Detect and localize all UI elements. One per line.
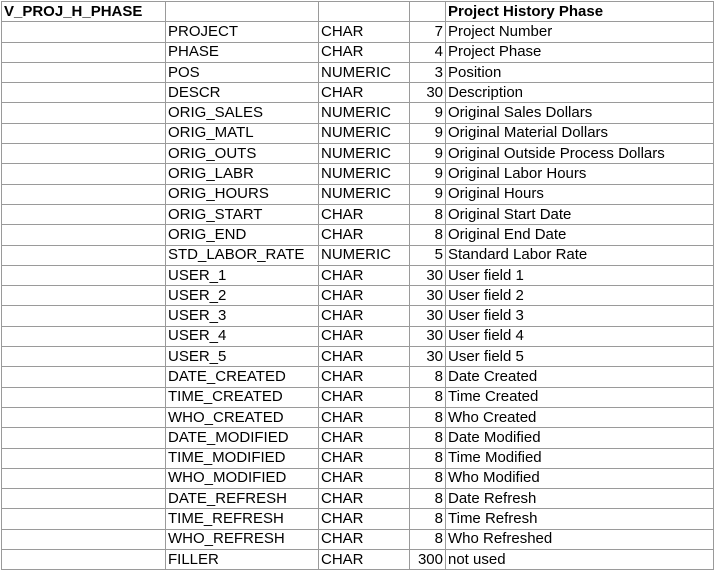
- field-description-cell: Original Hours: [446, 184, 714, 204]
- table-row: [2, 468, 714, 488]
- view-column-cell: [2, 42, 166, 62]
- field-length-cell: 8: [410, 367, 446, 387]
- table-row: [2, 529, 714, 549]
- table-row: [2, 204, 714, 224]
- field-description-cell: Who Refreshed: [446, 529, 714, 549]
- field-name-cell: ORIG_START: [166, 204, 319, 224]
- view-column-cell: [2, 123, 166, 143]
- field-length-cell: 8: [410, 529, 446, 549]
- field-name-cell: ORIG_OUTS: [166, 144, 319, 164]
- data-type-cell: CHAR: [319, 204, 410, 224]
- field-name-cell: ORIG_END: [166, 225, 319, 245]
- view-column-cell: [2, 367, 166, 387]
- field-name-cell: DESCR: [166, 83, 319, 103]
- data-type-cell: NUMERIC: [319, 164, 410, 184]
- header-row: [2, 2, 714, 22]
- field-name-cell: POS: [166, 62, 319, 82]
- data-type-cell: CHAR: [319, 326, 410, 346]
- field-description-cell: Standard Labor Rate: [446, 245, 714, 265]
- field-description-cell: Original Outside Process Dollars: [446, 144, 714, 164]
- field-name-cell: WHO_MODIFIED: [166, 468, 319, 488]
- data-type-cell: CHAR: [319, 347, 410, 367]
- field-description-cell: User field 3: [446, 306, 714, 326]
- field-length-cell: 8: [410, 509, 446, 529]
- field-description-cell: User field 5: [446, 347, 714, 367]
- field-description-cell: User field 2: [446, 286, 714, 306]
- field-length-cell: 8: [410, 468, 446, 488]
- data-type-cell: CHAR: [319, 306, 410, 326]
- field-name-cell: ORIG_HOURS: [166, 184, 319, 204]
- field-description-cell: Original Material Dollars: [446, 123, 714, 143]
- table-row: [2, 286, 714, 306]
- table-row: [2, 245, 714, 265]
- field-name-cell: TIME_REFRESH: [166, 509, 319, 529]
- field-description-cell: Time Modified: [446, 448, 714, 468]
- field-length-cell: 8: [410, 225, 446, 245]
- field-name-cell: DATE_CREATED: [166, 367, 319, 387]
- field-length-cell: 7: [410, 22, 446, 42]
- table-row: [2, 387, 714, 407]
- view-column-cell: [2, 62, 166, 82]
- table-row: [2, 265, 714, 285]
- data-type-cell: CHAR: [319, 83, 410, 103]
- field-description-cell: Date Refresh: [446, 489, 714, 509]
- field-length-cell: 8: [410, 387, 446, 407]
- field-description-cell: Who Created: [446, 407, 714, 427]
- table-row: [2, 103, 714, 123]
- header-blank-length-cell: [410, 2, 446, 22]
- table-row: [2, 509, 714, 529]
- data-type-cell: CHAR: [319, 42, 410, 62]
- table-row: [2, 83, 714, 103]
- field-description-cell: Original Start Date: [446, 204, 714, 224]
- view-column-cell: [2, 428, 166, 448]
- field-name-cell: WHO_CREATED: [166, 407, 319, 427]
- data-type-cell: CHAR: [319, 428, 410, 448]
- view-column-cell: [2, 245, 166, 265]
- view-column-cell: [2, 509, 166, 529]
- view-column-cell: [2, 265, 166, 285]
- data-type-cell: NUMERIC: [319, 103, 410, 123]
- table-row: [2, 448, 714, 468]
- field-length-cell: 9: [410, 103, 446, 123]
- field-length-cell: 8: [410, 489, 446, 509]
- field-name-cell: DATE_MODIFIED: [166, 428, 319, 448]
- field-length-cell: 8: [410, 204, 446, 224]
- view-column-cell: [2, 448, 166, 468]
- header-blank-field-cell: [166, 2, 319, 22]
- field-name-cell: USER_2: [166, 286, 319, 306]
- field-description-cell: User field 4: [446, 326, 714, 346]
- field-length-cell: 300: [410, 550, 446, 570]
- view-column-cell: [2, 286, 166, 306]
- field-name-cell: TIME_MODIFIED: [166, 448, 319, 468]
- field-name-cell: FILLER: [166, 550, 319, 570]
- field-name-cell: USER_3: [166, 306, 319, 326]
- view-column-cell: [2, 468, 166, 488]
- data-type-cell: CHAR: [319, 550, 410, 570]
- field-length-cell: 30: [410, 286, 446, 306]
- table-title-cell: Project History Phase: [446, 2, 714, 22]
- view-column-cell: [2, 326, 166, 346]
- table-row: [2, 367, 714, 387]
- data-type-cell: CHAR: [319, 489, 410, 509]
- field-length-cell: 9: [410, 144, 446, 164]
- field-name-cell: ORIG_SALES: [166, 103, 319, 123]
- field-name-cell: PROJECT: [166, 22, 319, 42]
- data-type-cell: CHAR: [319, 509, 410, 529]
- field-description-cell: Description: [446, 83, 714, 103]
- field-description-cell: User field 1: [446, 265, 714, 285]
- field-description-cell: Original Sales Dollars: [446, 103, 714, 123]
- data-type-cell: CHAR: [319, 367, 410, 387]
- data-type-cell: CHAR: [319, 529, 410, 549]
- view-name-cell: V_PROJ_H_PHASE: [2, 2, 166, 22]
- field-description-cell: not used: [446, 550, 714, 570]
- field-length-cell: 30: [410, 347, 446, 367]
- view-column-cell: [2, 164, 166, 184]
- table-row: [2, 550, 714, 570]
- data-type-cell: CHAR: [319, 407, 410, 427]
- field-name-cell: USER_1: [166, 265, 319, 285]
- view-column-cell: [2, 144, 166, 164]
- view-column-cell: [2, 306, 166, 326]
- data-type-cell: NUMERIC: [319, 123, 410, 143]
- table-row: [2, 407, 714, 427]
- field-length-cell: 30: [410, 265, 446, 285]
- view-column-cell: [2, 529, 166, 549]
- field-description-cell: Project Number: [446, 22, 714, 42]
- table-row: [2, 144, 714, 164]
- field-description-cell: Who Modified: [446, 468, 714, 488]
- view-column-cell: [2, 204, 166, 224]
- field-description-cell: Project Phase: [446, 42, 714, 62]
- table-row: [2, 62, 714, 82]
- table-row: [2, 489, 714, 509]
- table-row: [2, 164, 714, 184]
- data-type-cell: CHAR: [319, 468, 410, 488]
- table-row: [2, 42, 714, 62]
- field-name-cell: WHO_REFRESH: [166, 529, 319, 549]
- field-length-cell: 8: [410, 407, 446, 427]
- data-type-cell: CHAR: [319, 387, 410, 407]
- field-length-cell: 9: [410, 164, 446, 184]
- field-length-cell: 30: [410, 83, 446, 103]
- field-length-cell: 9: [410, 184, 446, 204]
- field-length-cell: 9: [410, 123, 446, 143]
- table-row: [2, 225, 714, 245]
- data-type-cell: NUMERIC: [319, 144, 410, 164]
- view-column-cell: [2, 83, 166, 103]
- view-column-cell: [2, 347, 166, 367]
- field-name-cell: DATE_REFRESH: [166, 489, 319, 509]
- field-description-cell: Date Created: [446, 367, 714, 387]
- table-row: [2, 22, 714, 42]
- field-length-cell: 30: [410, 306, 446, 326]
- table-row: [2, 306, 714, 326]
- field-description-cell: Date Modified: [446, 428, 714, 448]
- field-name-cell: ORIG_LABR: [166, 164, 319, 184]
- data-type-cell: CHAR: [319, 225, 410, 245]
- data-type-cell: NUMERIC: [319, 245, 410, 265]
- data-type-cell: CHAR: [319, 265, 410, 285]
- field-description-cell: Original End Date: [446, 225, 714, 245]
- view-column-cell: [2, 22, 166, 42]
- table-row: [2, 326, 714, 346]
- view-column-cell: [2, 489, 166, 509]
- view-column-cell: [2, 225, 166, 245]
- view-column-cell: [2, 103, 166, 123]
- field-definition-table: [1, 1, 714, 570]
- data-type-cell: NUMERIC: [319, 62, 410, 82]
- field-name-cell: PHASE: [166, 42, 319, 62]
- header-blank-type-cell: [319, 2, 410, 22]
- table-row: [2, 123, 714, 143]
- data-type-cell: CHAR: [319, 22, 410, 42]
- field-length-cell: 5: [410, 245, 446, 265]
- table-row: [2, 347, 714, 367]
- field-length-cell: 8: [410, 448, 446, 468]
- view-column-cell: [2, 550, 166, 570]
- field-description-cell: Time Refresh: [446, 509, 714, 529]
- field-length-cell: 4: [410, 42, 446, 62]
- field-name-cell: TIME_CREATED: [166, 387, 319, 407]
- data-type-cell: CHAR: [319, 448, 410, 468]
- field-name-cell: ORIG_MATL: [166, 123, 319, 143]
- view-column-cell: [2, 184, 166, 204]
- field-description-cell: Time Created: [446, 387, 714, 407]
- data-type-cell: CHAR: [319, 286, 410, 306]
- field-name-cell: USER_4: [166, 326, 319, 346]
- field-name-cell: USER_5: [166, 347, 319, 367]
- view-column-cell: [2, 407, 166, 427]
- field-length-cell: 8: [410, 428, 446, 448]
- field-description-cell: Original Labor Hours: [446, 164, 714, 184]
- field-length-cell: 3: [410, 62, 446, 82]
- data-type-cell: NUMERIC: [319, 184, 410, 204]
- field-length-cell: 30: [410, 326, 446, 346]
- view-column-cell: [2, 387, 166, 407]
- field-name-cell: STD_LABOR_RATE: [166, 245, 319, 265]
- table-row: [2, 428, 714, 448]
- table-row: [2, 184, 714, 204]
- field-description-cell: Position: [446, 62, 714, 82]
